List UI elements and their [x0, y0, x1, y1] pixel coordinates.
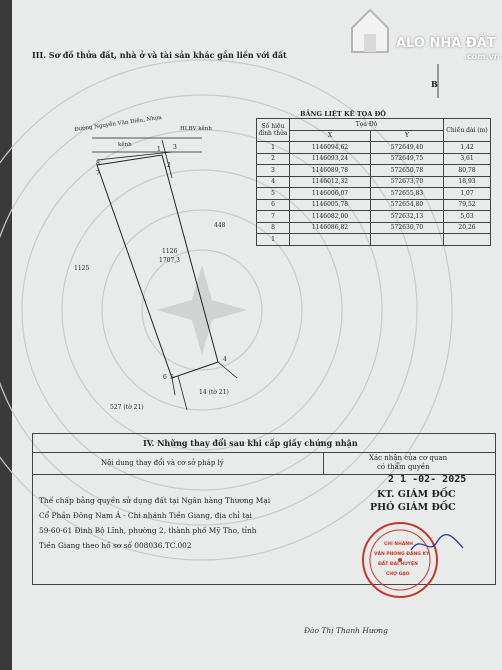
seal-line: ĐẤT ĐAI HUYỆN [378, 562, 418, 567]
change-content-line: Cổ Phần Đông Nam Á - Chi nhánh Tiền Giang, địa chỉ tại [39, 511, 252, 520]
table-row: 1 1146094,62 572649,40 1,42 [257, 142, 491, 154]
col-header-x: X [290, 130, 371, 142]
point-label: 7 [96, 170, 100, 177]
parcel-number: 1126 [162, 248, 178, 255]
deputy-director-title: PHÓ GIÁM ĐỐC [370, 502, 456, 513]
table-row: 6 1146005,78 572654,80 79,52 [257, 199, 491, 211]
alo-nha-dat-logo [348, 4, 498, 62]
section-3-title: III. Sơ đồ thửa đất, nhà ở và tài sản khác gắn liền với đất [32, 50, 287, 60]
parcel-area: 1707,3 [159, 257, 180, 264]
point-label: 5 [170, 374, 174, 381]
table-row: 3 1146089,78 572650,78 80,78 [257, 165, 491, 177]
col-header-coords: Tọa Độ [290, 119, 444, 131]
table-row: 2 1146093,24 572649,75 3,61 [257, 153, 491, 165]
change-content-line: Tiền Giang theo hồ sơ số 008036.TC.002 [39, 541, 192, 550]
table-row: 1 [257, 234, 491, 246]
road-label: Đường Nguyễn Văn Điều, Nhựa [74, 114, 163, 134]
point-label: 8 [96, 160, 100, 167]
point-label: 6 [163, 374, 167, 381]
parcel-map [12, 0, 262, 430]
neighbor-left: 1125 [74, 265, 90, 272]
change-content-line: Thế chấp bằng quyền sử dụng đất tại Ngân hàng Thương Mại [39, 496, 271, 505]
table-row: 5 1146006,07 572655,83 1,07 [257, 188, 491, 200]
point-label: 3 [173, 144, 177, 151]
change-content-header: Nội dung thay đổi và cơ sở pháp lý [101, 459, 224, 467]
point-label: 4 [223, 356, 227, 363]
logo-brand: ALO NHÀ ĐẤT [396, 36, 496, 51]
logo-domain: .com.vn [464, 52, 500, 61]
seal-line: CHI NHÁNH [384, 542, 413, 547]
neighbor-bottom-right: 14 (tờ 21) [199, 389, 229, 396]
authority-header-line1: Xác nhận của cơ quan [369, 454, 448, 462]
col-header-point: Số hiệu đỉnh thửa [257, 119, 290, 142]
canal-buffer-label: HLBV kênh [180, 126, 212, 132]
section-4-title: IV. Những thay đổi sau khi cấp giấy chứng nhận [143, 438, 358, 448]
canal-label: kênh [118, 142, 132, 148]
table-row: 7 1146082,00 572632,13 5,03 [257, 211, 491, 223]
kt-director-title: KT. GIÁM ĐỐC [377, 489, 456, 500]
signer-name: Đào Thị Thanh Hương [304, 626, 388, 635]
column-divider [323, 452, 324, 474]
confirmation-date: 2 1 -02- 2025 [388, 474, 467, 485]
change-content-line: 59-60-61 Đinh Bộ Lĩnh, phường 2, thành phố Mỹ Tho, tỉnh [39, 526, 257, 535]
coordinate-table [256, 118, 491, 246]
point-label: 1 [157, 146, 161, 153]
signature-mark [407, 530, 467, 560]
north-label: B [431, 79, 438, 89]
neighbor-bottom-left: 527 (tờ 21) [110, 404, 144, 411]
section-4-header-row [33, 452, 495, 475]
section-4-title-row [33, 434, 495, 453]
table-row: 8 1146086,82 572630,70 20,26 [257, 222, 491, 234]
table-row: 4 1146012,32 572673,70 18,93 [257, 176, 491, 188]
seal-line: CHỢ GẠO [386, 572, 410, 577]
neighbor-right: 448 [214, 222, 226, 229]
col-header-y: Y [370, 130, 443, 142]
coord-table-title: BẢNG LIỆT KÊ TỌA ĐỘ [300, 110, 386, 118]
house-logo-icon [348, 4, 392, 54]
authority-header-line2: có thẩm quyền [377, 463, 430, 471]
certificate-page [12, 0, 502, 670]
point-label: 2 [167, 162, 171, 169]
col-header-length: Chiều dài (m) [444, 119, 491, 142]
seal-line: VĂN PHÒNG ĐĂNG KÝ [374, 552, 430, 557]
